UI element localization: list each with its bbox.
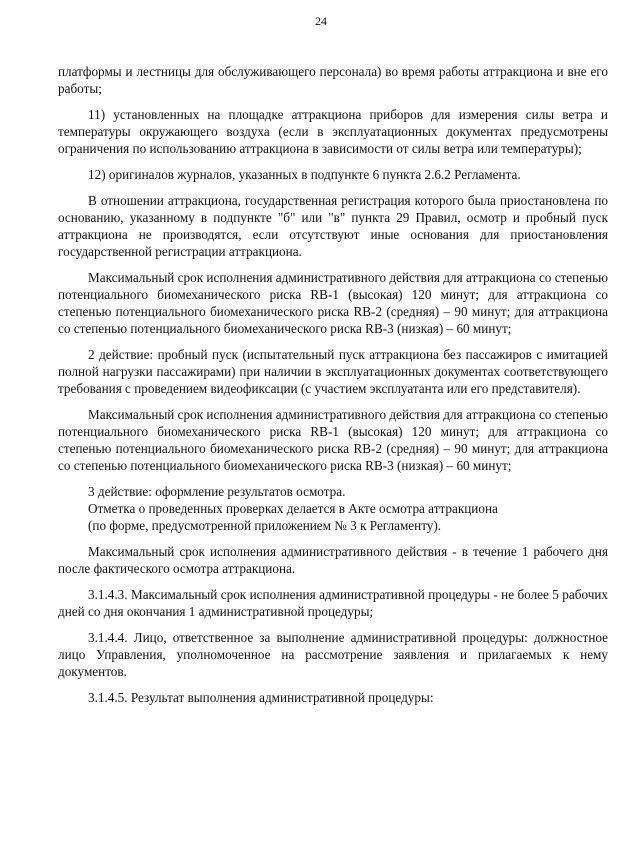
paragraph-3-1-4-4: 3.1.4.4. Лицо, ответственное за выполнение административной процедуры: должностное лицо Управления, уполномоченное на рассмотрение заявления и прилагаемых к нему документов. — [58, 630, 608, 679]
paragraph-item-12: 12) оригиналов журналов, указанных в подпункте 6 пункта 2.6.2 Регламента. — [88, 167, 521, 182]
action-3-note: Отметка о проведенных проверках делается в Акте осмотра аттракциона — [88, 501, 498, 516]
paragraph-max-time-action-2: Максимальный срок исполнения административного действия для аттракциона со степенью потенциального биомеханического риска RB-1 (высокая) 120 минут; для аттракциона со степенью потенциального биомеханического риска RB-2 (средняя) – 90 минут; для аттракциона со степенью потенциального биомеханического риска RB-3 (низкая) – 60 минут; — [58, 407, 608, 473]
action-3-form-ref: (по форме, предусмотренной приложением № 3 к Регламенту). — [88, 518, 442, 533]
action-3-title: 3 действие: оформление результатов осмотра. — [88, 484, 346, 499]
paragraph-max-time-action-1: Максимальный срок исполнения административного действия для аттракциона со степенью потенциального биомеханического риска RB-1 (высокая) 120 минут; для аттракциона со степенью потенциального биомеханического риска RB-2 (средняя) – 90 минут; для аттракциона со степенью потенциального биомеханического риска RB-3 (низкая) – 60 минут; — [58, 270, 608, 336]
page-number: 24 — [315, 14, 327, 28]
paragraph-action-2: 2 действие: пробный пуск (испытательный пуск аттракциона без пассажиров с имитацией полной нагрузки пассажирами) при наличии в эксплуатационных документах соответствующего требования с проведением видеофиксации (с участием эксплуатанта или его представителя). — [58, 347, 608, 396]
paragraph-3-1-4-3: 3.1.4.3. Максимальный срок исполнения административной процедуры - не более 5 рабочих дней со дня окончания 1 административной процедуры; — [58, 587, 608, 619]
paragraph-max-time-action-3: Максимальный срок исполнения административного действия - в течение 1 рабочего дня после фактического осмотра аттракциона. — [58, 544, 608, 576]
paragraph-3-1-4-5: 3.1.4.5. Результат выполнения административной процедуры: — [88, 690, 434, 705]
paragraph-action-3 — [58, 483, 608, 534]
paragraph-item-11: 11) установленных на площадке аттракциона приборов для измерения силы ветра и температуры окружающего воздуха (если в эксплуатационных документах предусмотрены ограничения по использованию аттракциона в зависимости от силы ветра или температуры); — [58, 107, 608, 156]
paragraph-registration-suspended: В отношении аттракциона, государственная регистрация которого была приостановлена по основанию, указанному в подпункте "б" или "в" пункта 29 Правил, осмотр и пробный пуск аттракциона не производятся, если отсутствуют иные основания для приостановления государственной регистрации аттракциона. — [58, 193, 608, 259]
paragraph-platforms: платформы и лестницы для обслуживающего персонала) во время работы аттракциона и вне его работы; — [58, 64, 608, 96]
